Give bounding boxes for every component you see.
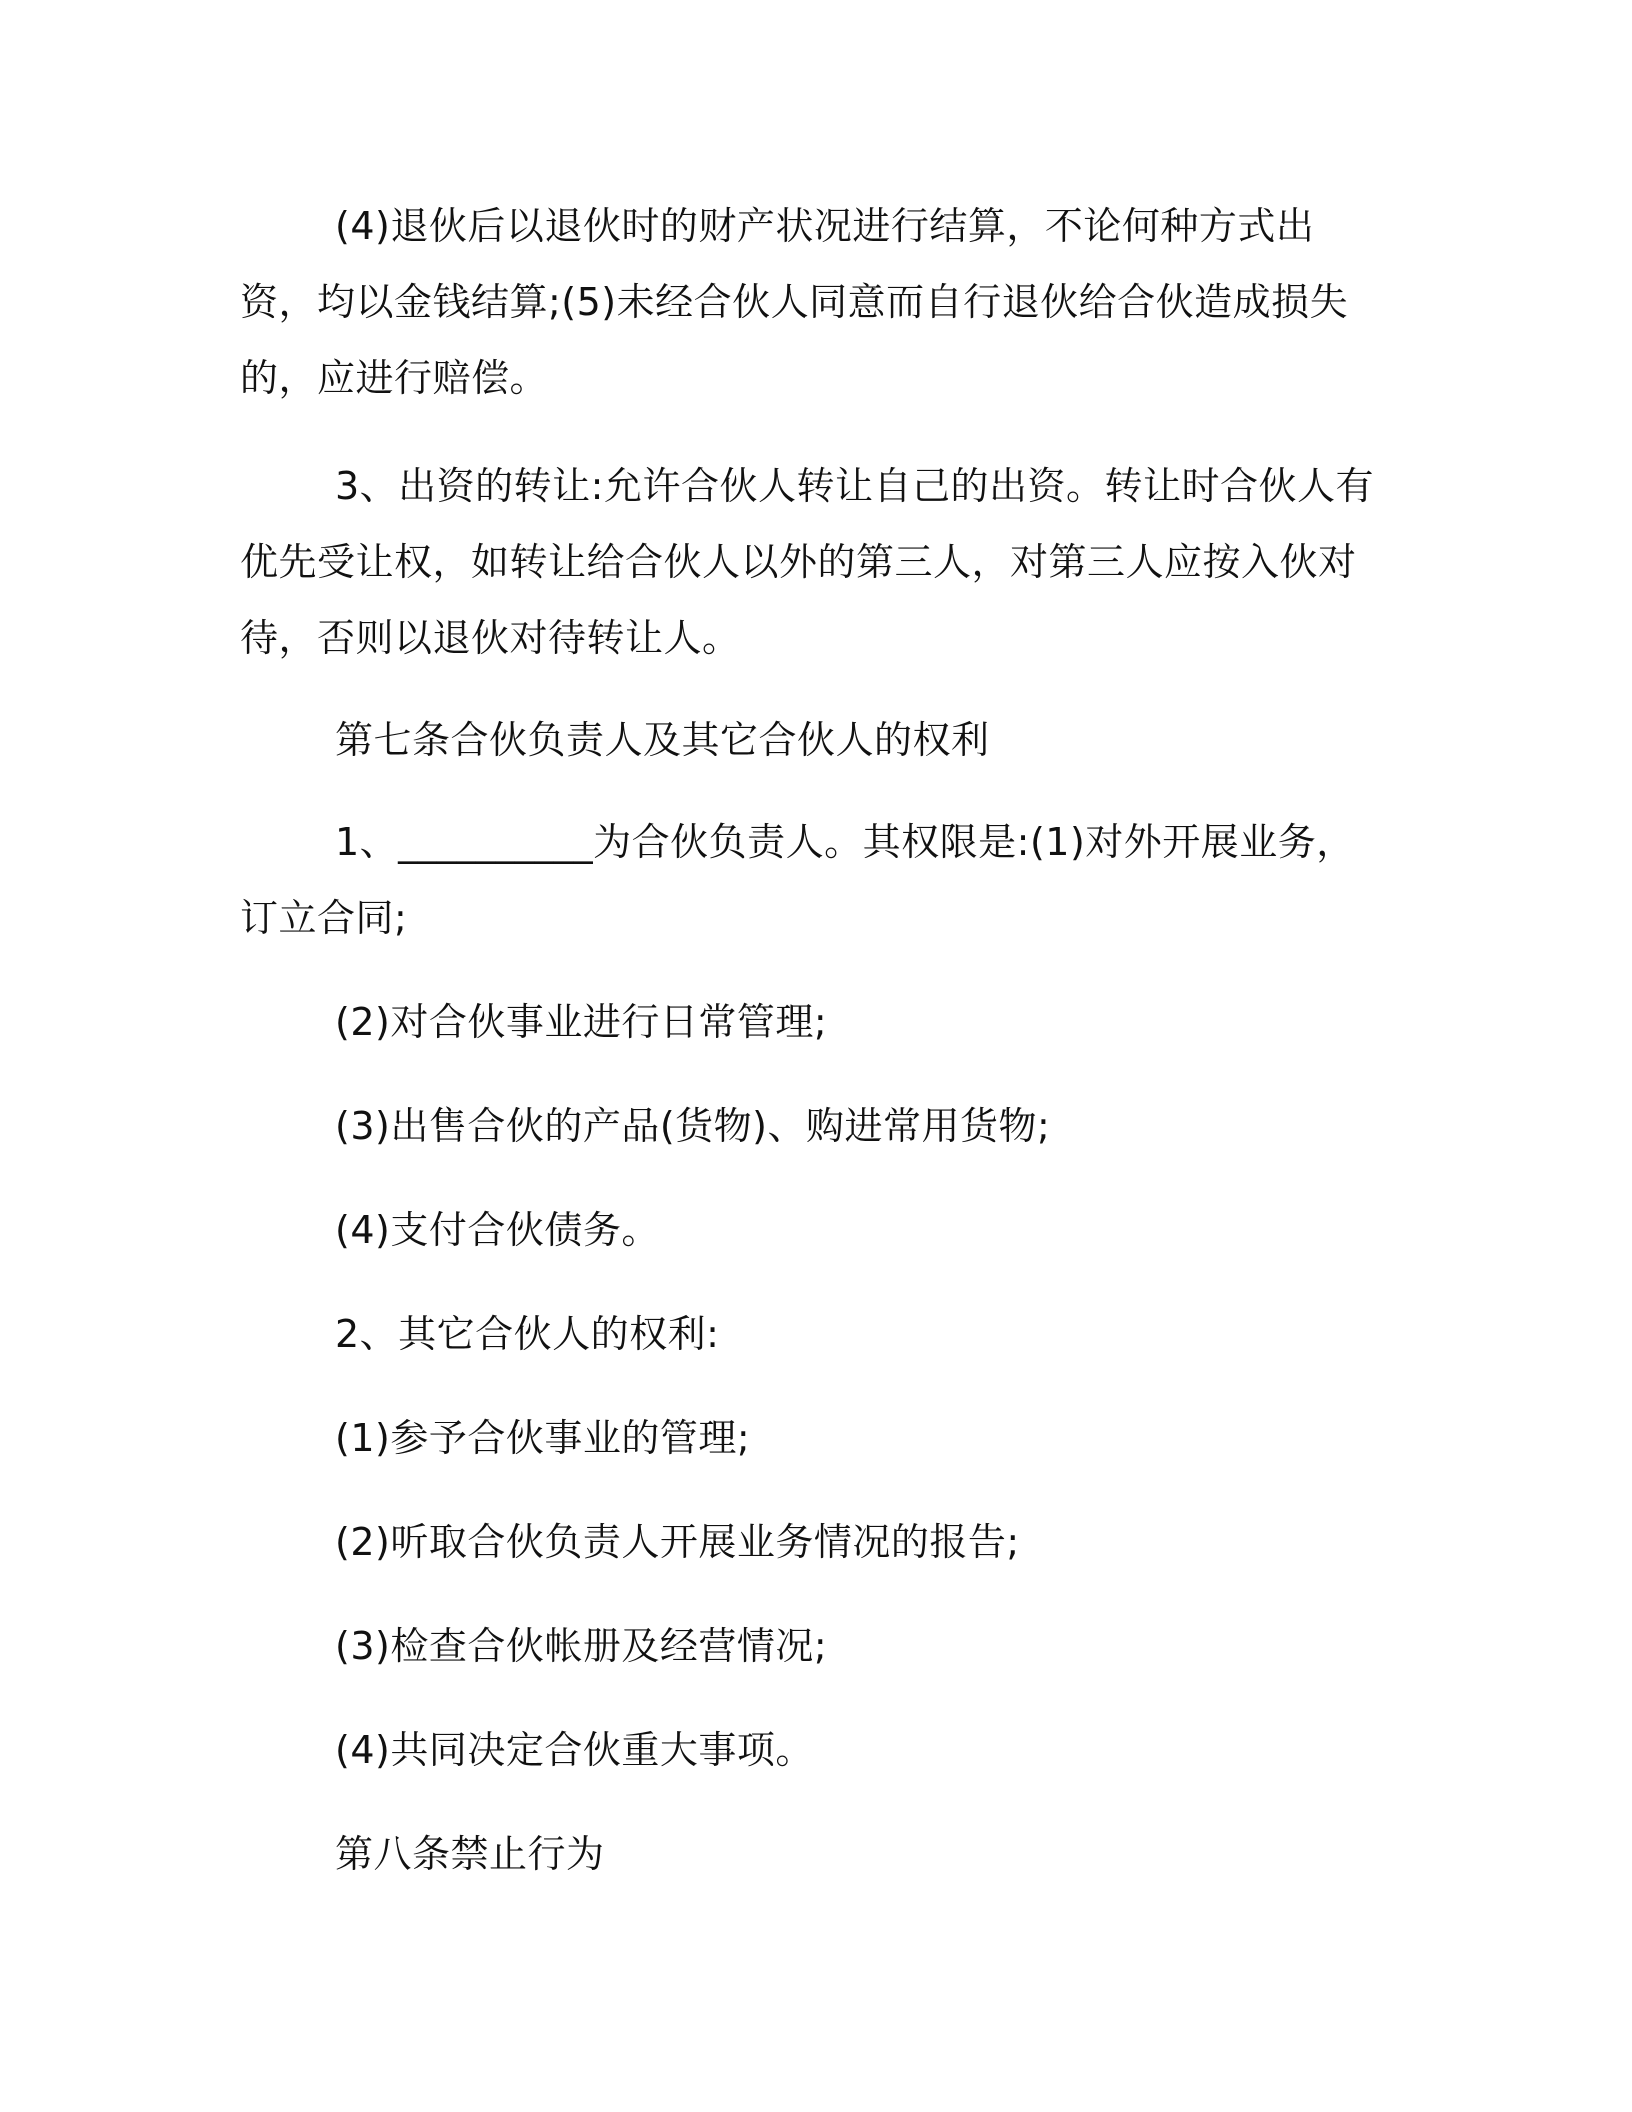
article-eight-heading: 第八条禁止行为 xyxy=(335,1832,605,1876)
list-item-hear-reports: (2)听取合伙负责人开展业务情况的报告; xyxy=(335,1520,1020,1564)
paragraph-partner-in-charge: 1、__________为合伙负责人。其权限是:(1)对外开展业务，订立合同; xyxy=(240,820,1355,940)
document-body xyxy=(240,188,1382,1892)
list-item-daily-management: (2)对合伙事业进行日常管理; xyxy=(335,1000,828,1044)
list-item-check-books: (3)检查合伙帐册及经营情况; xyxy=(335,1624,828,1668)
paragraph-withdrawal-settlement: (4)退伙后以退伙时的财产状况进行结算，不论何种方式出资，均以金钱结算;(5)未经合伙人同意而自行退伙给合伙造成损失的，应进行赔偿。 xyxy=(240,204,1349,400)
paragraph-other-partners-rights: 2、其它合伙人的权利: xyxy=(335,1312,720,1356)
list-item-decide-major-matters: (4)共同决定合伙重大事项。 xyxy=(335,1728,814,1772)
paragraph-capital-transfer: 3、出资的转让:允许合伙人转让自己的出资。转让时合伙人有优先受让权，如转让给合伙人以外的第三人，对第三人应按入伙对待，否则以退伙对待转让人。 xyxy=(240,464,1374,660)
list-item-participate-management: (1)参予合伙事业的管理; xyxy=(335,1416,751,1460)
list-item-sell-and-purchase: (3)出售合伙的产品(货物)、购进常用货物; xyxy=(335,1104,1051,1148)
article-seven-heading: 第七条合伙负责人及其它合伙人的权利 xyxy=(335,718,990,762)
list-item-pay-debts: (4)支付合伙债务。 xyxy=(335,1208,660,1252)
